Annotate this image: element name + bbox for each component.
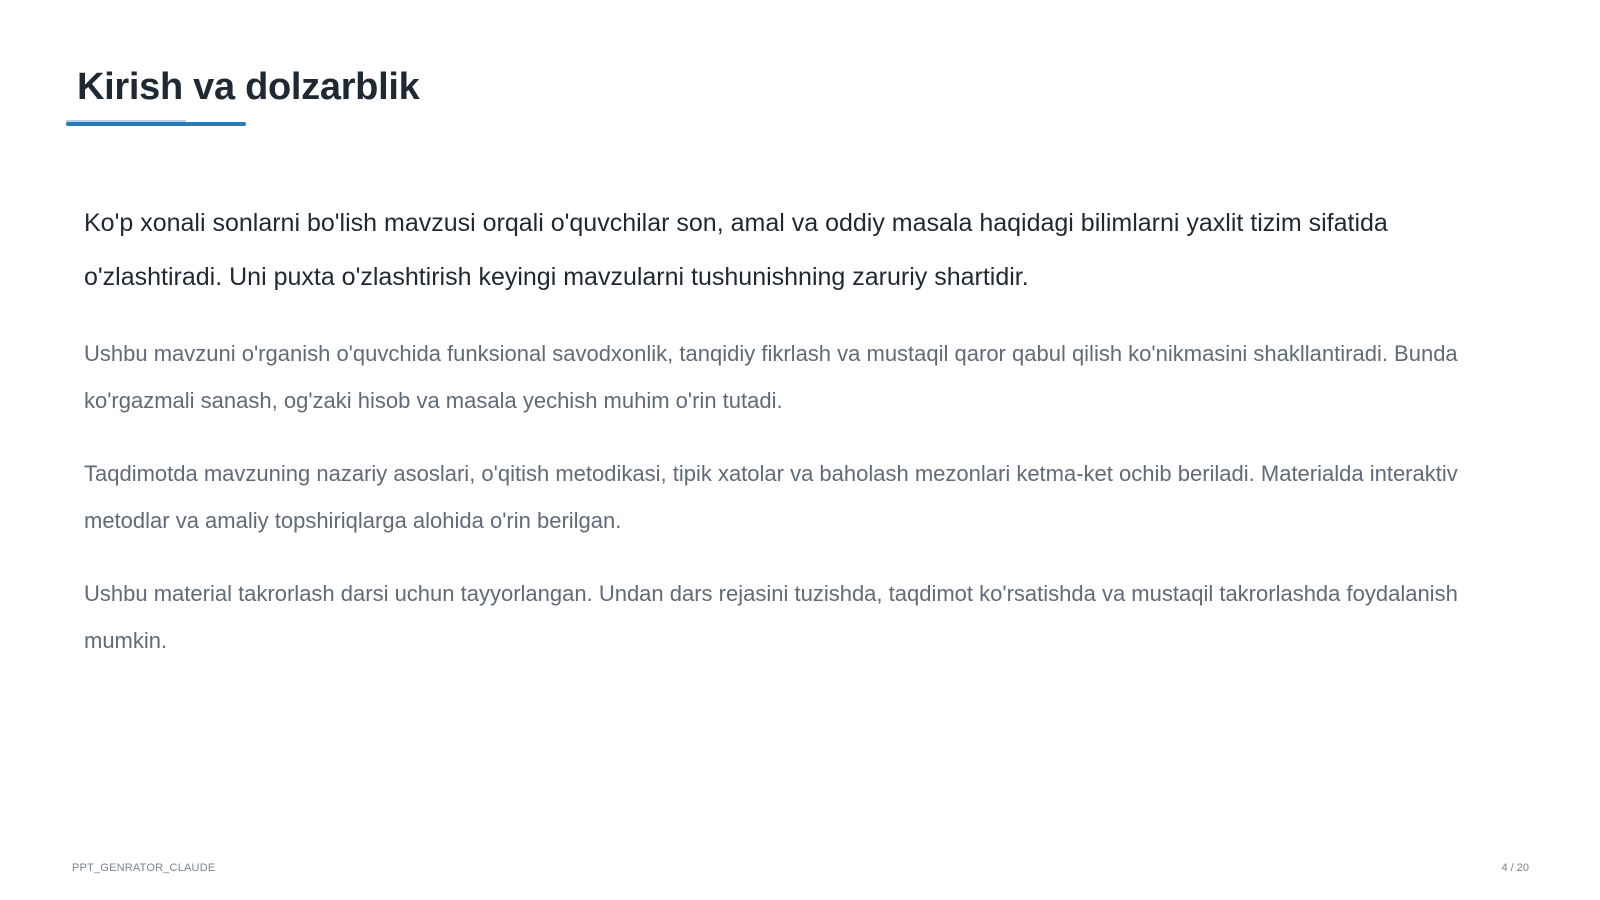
lead-paragraph: Ko'p xonali sonlarni bo'lish mavzusi orqali o'quvchilar son, amal va oddiy masala haqidagi bilimlarni yaxlit tizim sifatida o'zlashtiradi. Uni puxta o'zlashtirish keyingi mavzularni tushunishning zaruriy shartidir. (84, 209, 1388, 291)
title-underline (66, 122, 246, 126)
body-paragraph: Ushbu mavzuni o'rganish o'quvchida funksional savodxonlik, tanqidiy fikrlash va mustaqil qaror qabul qilish ko'nikmasini shakllantiradi. Bunda ko'rgazmali sanash, og'zaki hisob va masala yechish muhim o'rin tutadi. (84, 341, 1458, 413)
body-paragraph: Ushbu material takrorlash darsi uchun tayyorlangan. Undan dars rejasini tuzishda, taqdimot ko'rsatishda va mustaqil takrorlashda foydalanish mumkin. (84, 581, 1458, 653)
page-number: 4 / 20 (1501, 862, 1529, 874)
body-paragraph: Taqdimotda mavzuning nazariy asoslari, o'qitish metodikasi, tipik xatolar va baholash mezonlari ketma-ket ochib beriladi. Materialda interaktiv metodlar va amaliy topshiriqlarga alohida o'rin berilgan. (84, 461, 1458, 533)
slide-title: Kirish va dolzarblik (77, 66, 420, 108)
footer-source-label: PPT_GENRATOR_CLAUDE (72, 862, 216, 874)
